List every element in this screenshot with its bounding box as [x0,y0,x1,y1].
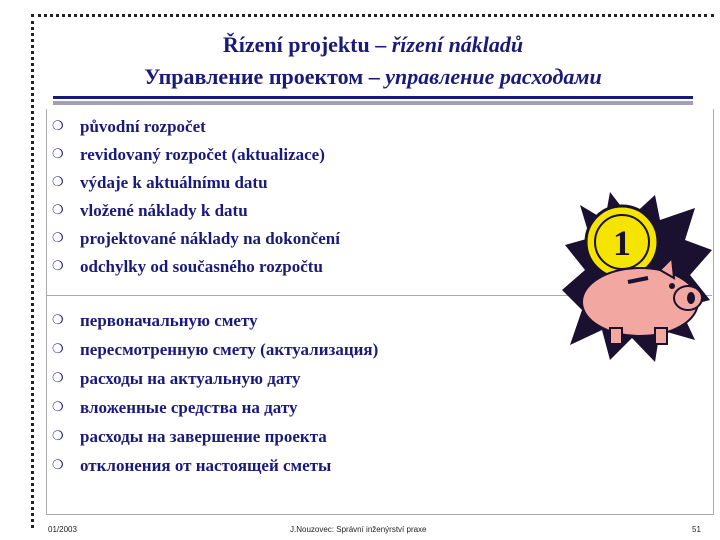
bullet-icon: ❍ [52,342,64,357]
bullet-icon: ❍ [52,259,64,274]
coin-digit: 1 [613,223,631,263]
bullet-icon: ❍ [52,119,64,134]
list-item [48,225,340,253]
piggy-bank-icon [560,190,715,365]
slide-title-czech [48,32,698,58]
list-item [48,169,340,197]
slide-title-russian [48,64,698,90]
title-russian-plain: Управление проектом – [144,64,386,89]
czech-bullet-list [48,113,340,281]
list-item [48,253,340,281]
list-item-text: původní rozpočet [80,117,206,136]
bullet-icon: ❍ [52,175,64,190]
title-rule-shadow [53,101,693,105]
slide-border-left [31,14,34,528]
footer-author: J.Nouzovec: Správní inženýrství praxe [290,525,427,534]
list-item [48,335,378,364]
list-item-text: revidovaný rozpočet (aktualizace) [80,145,325,164]
bullet-icon: ❍ [52,231,64,246]
bullet-icon: ❍ [52,371,64,386]
bullet-icon: ❍ [52,458,64,473]
list-item [48,197,340,225]
footer-date: 01/2003 [48,525,77,534]
russian-bullet-list [48,306,378,480]
list-item-text: расходы на актуальную дату [80,369,301,388]
slide-border-top [31,14,714,17]
list-item-text: первоначальную смету [80,311,258,330]
list-item-text: вложенные средства на дату [80,398,298,417]
list-item [48,364,378,393]
list-item-text: vložené náklady k datu [80,201,248,220]
list-item [48,422,378,451]
list-item-text: projektované náklady na dokončení [80,229,340,248]
title-russian-italic: управление расходами [385,64,602,89]
footer-page-number: 51 [692,525,701,534]
bullet-icon: ❍ [52,203,64,218]
title-czech-italic: řízení nákladů [391,32,524,57]
bullet-icon: ❍ [52,429,64,444]
list-item [48,306,378,335]
list-item-text: výdaje k aktuálnímu datu [80,173,268,192]
list-item [48,451,378,480]
list-item-text: odchylky od současného rozpočtu [80,257,323,276]
list-item-text: отклонения от настоящей сметы [80,456,332,475]
list-item-text: расходы на завершение проекта [80,427,327,446]
title-rule [53,96,693,99]
title-czech-plain: Řízení projektu – [222,32,392,57]
bullet-icon: ❍ [52,147,64,162]
bullet-icon: ❍ [52,400,64,415]
list-item [48,113,340,141]
list-item-text: пересмотренную смету (актуализация) [80,340,379,359]
list-item [48,141,340,169]
list-item [48,393,378,422]
bullet-icon: ❍ [52,313,64,328]
